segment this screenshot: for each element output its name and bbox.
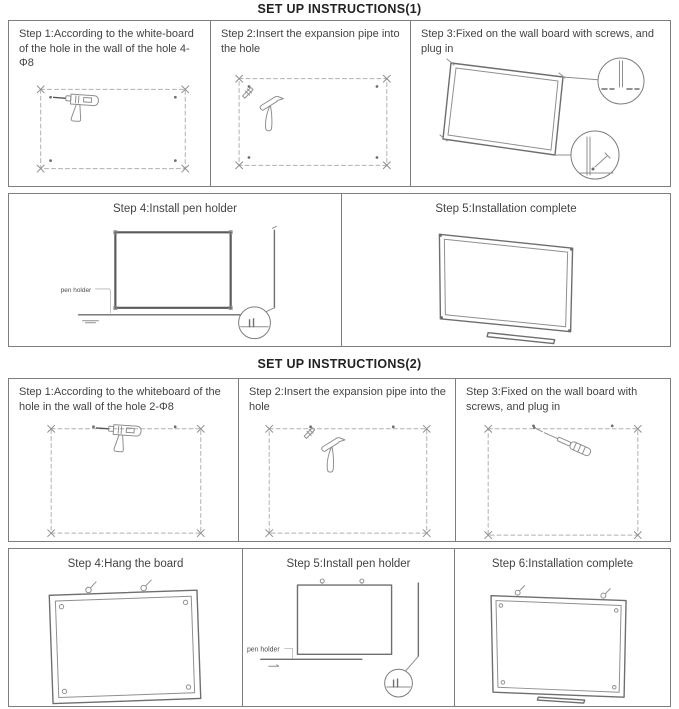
section2-title: SET UP INSTRUCTIONS(2): [257, 357, 422, 371]
drill-icon: [94, 423, 141, 453]
hang-board-illustration: [9, 573, 242, 706]
board-corner-dots: [114, 231, 232, 310]
magnifier-corner-detail: [571, 131, 619, 179]
pen-tray: [537, 697, 584, 703]
corner-cross-markers: [37, 86, 188, 172]
pen-holder-label: pen holder: [60, 286, 92, 294]
board-perspective-drawing: [342, 216, 670, 346]
pen-holder-leader-line: [95, 289, 110, 313]
fix-board-illustration: [411, 55, 670, 186]
whiteboard-illustration: [491, 596, 626, 697]
step-caption: Step 1:According to the white-board of the hole in the wall of the hole 4-Φ8: [19, 28, 194, 70]
whiteboard-illustration: [439, 234, 573, 333]
panel-s1-step4: [8, 193, 342, 347]
pen-holder-label: pen holder: [246, 646, 280, 654]
drill-holes-illustration: [9, 67, 210, 186]
step-caption: Step 6:Installation complete: [491, 558, 634, 570]
illegible-dimension-mark: [83, 321, 99, 323]
screwdriver-icon: [543, 429, 592, 457]
panel-s1-step2: [210, 20, 411, 187]
illegible-dimension-mark: [269, 665, 279, 666]
whiteboard-illustration: [49, 578, 201, 703]
step-caption: Step 5:Install pen holder: [286, 558, 411, 570]
panel-s2-step4: [8, 548, 243, 707]
step-caption: Step 3:Fixed on the wall board with screws, and plug in: [466, 386, 638, 413]
wall-outline-drawing: [239, 415, 455, 541]
wall-dashed-outline: [51, 429, 201, 533]
board-front-drawing: [243, 571, 454, 706]
corner-cross-markers: [236, 75, 391, 169]
board-front-drawing: [9, 216, 341, 346]
hole-dots: [248, 85, 379, 159]
insert-pipe-illustration: [239, 415, 455, 541]
hammer-icon: [259, 94, 283, 131]
step-caption: Step 4:Install pen holder: [112, 203, 238, 215]
pen-tray: [487, 333, 555, 344]
wall-outline-drawing: [456, 415, 670, 541]
whiteboard-front: [297, 585, 391, 654]
pen-holder-leader-line: [285, 648, 293, 658]
step-caption: Step 4:Hang the board: [67, 558, 184, 570]
step-caption: Step 5:Installation complete: [435, 203, 577, 215]
panel-s1-step1: [8, 20, 211, 187]
hole-dots: [309, 425, 394, 428]
magnifier-pen-tray-detail: [239, 307, 271, 339]
hook-icon: [601, 589, 610, 598]
screw-icon: [533, 427, 542, 432]
wall-outline-drawing: [211, 57, 410, 186]
screw-fix-illustration: [456, 415, 670, 541]
panel-s2-step6: [454, 548, 671, 707]
panel-s1-step5: [341, 193, 671, 347]
board-perspective-drawing: [411, 55, 670, 186]
pen-holder-install-illustration: [9, 216, 341, 346]
installation-complete-illustration: [342, 216, 670, 346]
corner-cross-markers: [485, 425, 642, 538]
hook-icon: [320, 579, 324, 585]
hook-icon: [360, 579, 364, 585]
wall-dashed-outline: [239, 79, 387, 166]
expansion-pipe-icon: [242, 86, 254, 99]
step-caption: Step 2:Insert the expansion pipe into the hole: [221, 28, 400, 55]
step-caption: Step 3:Fixed on the wall board with screws, and plug in: [421, 28, 654, 55]
board-perspective-drawing: [455, 571, 670, 706]
whiteboard-front: [115, 232, 230, 308]
panel-s2-step5: [242, 548, 455, 707]
hole-dots: [49, 96, 177, 162]
corner-cross-markers: [48, 425, 205, 536]
magnifier-connector: [405, 656, 418, 671]
pen-holder-install-illustration: [243, 571, 454, 706]
step-caption: Step 1:According to the whiteboard of the hole in the wall of the hole 2-Φ8: [19, 386, 221, 413]
hammer-icon: [321, 435, 345, 472]
wall-outline-drawing: [9, 67, 210, 186]
hole-dots: [532, 424, 614, 427]
magnifier-connector: [563, 77, 601, 80]
panel-s2-step2: [238, 378, 456, 542]
insert-pipe-illustration: [211, 57, 410, 186]
magnifier-screw-detail: [598, 58, 644, 104]
section1-title: SET UP INSTRUCTIONS(1): [257, 2, 422, 16]
corner-screw-ticks: [440, 59, 565, 141]
board-front-drawing: [9, 573, 242, 706]
step-caption: Step 2:Insert the expansion pipe into the hole: [249, 386, 446, 413]
drill-holes-illustration: [9, 415, 238, 541]
whiteboard-illustration: [440, 59, 565, 155]
wall-dashed-outline: [269, 429, 427, 533]
panel-s1-step3: [410, 20, 671, 187]
hook-icon: [141, 580, 152, 591]
wall-outline-drawing: [9, 415, 238, 541]
board-side-view: [272, 226, 276, 308]
corner-cross-markers: [266, 425, 430, 536]
installation-complete-illustration: [455, 571, 670, 706]
wall-dashed-outline: [41, 89, 186, 168]
panel-s2-step1: [8, 378, 239, 542]
panel-s2-step3: [455, 378, 671, 542]
magnifier-pen-tray-detail: [385, 669, 413, 697]
hook-icon: [515, 586, 524, 595]
hook-icon: [85, 582, 96, 593]
wall-dashed-outline: [488, 429, 638, 535]
drill-icon: [51, 93, 98, 123]
